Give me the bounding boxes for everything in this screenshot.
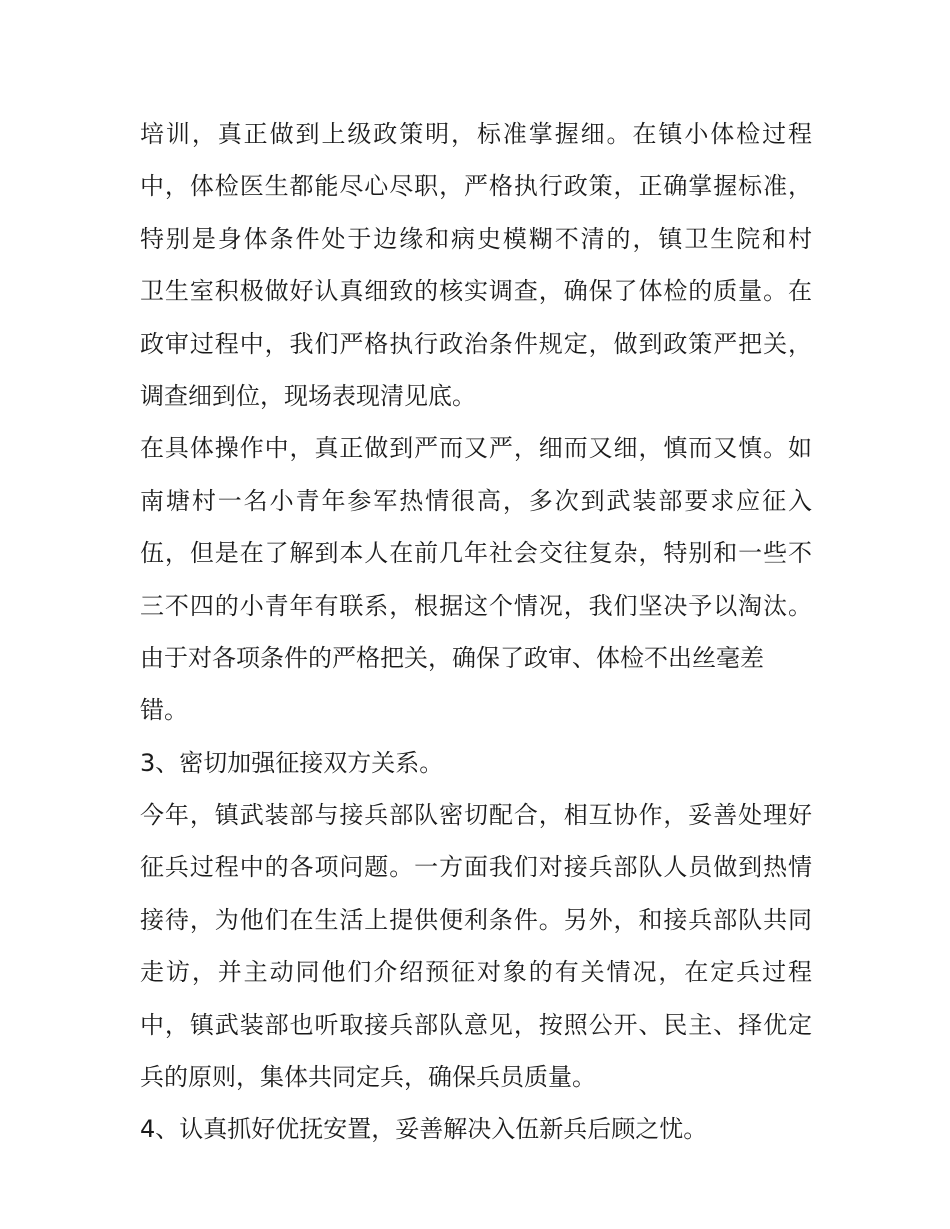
text-line: 错。	[140, 696, 188, 725]
text-line: 政审过程中，我们严格执行政治条件规定，做到政策严把关，	[140, 329, 812, 358]
text-line: 在具体操作中，真正做到严而又严，细而又细，慎而又慎。如	[140, 434, 812, 463]
text-line: 3、密切加强征接双方关系。	[140, 748, 444, 777]
text-line: 今年，镇武装部与接兵部队密切配合，相互协作，妥善处理好	[140, 801, 812, 830]
text-line: 中，体检医生都能尽心尽职，严格执行政策，正确掌握标准，	[140, 172, 812, 201]
text-line: 4、认真抓好优抚安置，妥善解决入伍新兵后顾之忧。	[140, 1115, 708, 1144]
text-line: 卫生室积极做好认真细致的核实调查，确保了体检的质量。在	[140, 277, 812, 306]
text-line: 特别是身体条件处于边缘和病史模糊不清的，镇卫生院和村	[140, 224, 812, 253]
text-line: 三不四的小青年有联系，根据这个情况，我们坚决予以淘汰。	[140, 591, 812, 620]
text-line: 走访，并主动同他们介绍预征对象的有关情况，在定兵过程	[140, 958, 812, 987]
text-line: 调查细到位，现场表现清见底。	[140, 381, 476, 410]
text-line: 由于对各项条件的严格把关，确保了政审、体检不出丝毫差	[140, 643, 764, 672]
text-line: 南塘村一名小青年参军热情很高，多次到武装部要求应征入	[140, 486, 812, 515]
text-line: 中，镇武装部也听取接兵部队意见，按照公开、民主、择优定	[140, 1010, 812, 1039]
text-line: 兵的原则，集体共同定兵，确保兵员质量。	[140, 1063, 596, 1092]
text-line: 接待，为他们在生活上提供便利条件。另外，和接兵部队共同	[140, 905, 812, 934]
text-line: 伍，但是在了解到本人在前几年社会交往复杂，特别和一些不	[140, 539, 812, 568]
text-line: 培训，真正做到上级政策明，标准掌握细。在镇小体检过程	[140, 120, 812, 148]
document-body	[140, 108, 812, 1156]
text-line: 征兵过程中的各项问题。一方面我们对接兵部队人员做到热情	[140, 853, 812, 882]
